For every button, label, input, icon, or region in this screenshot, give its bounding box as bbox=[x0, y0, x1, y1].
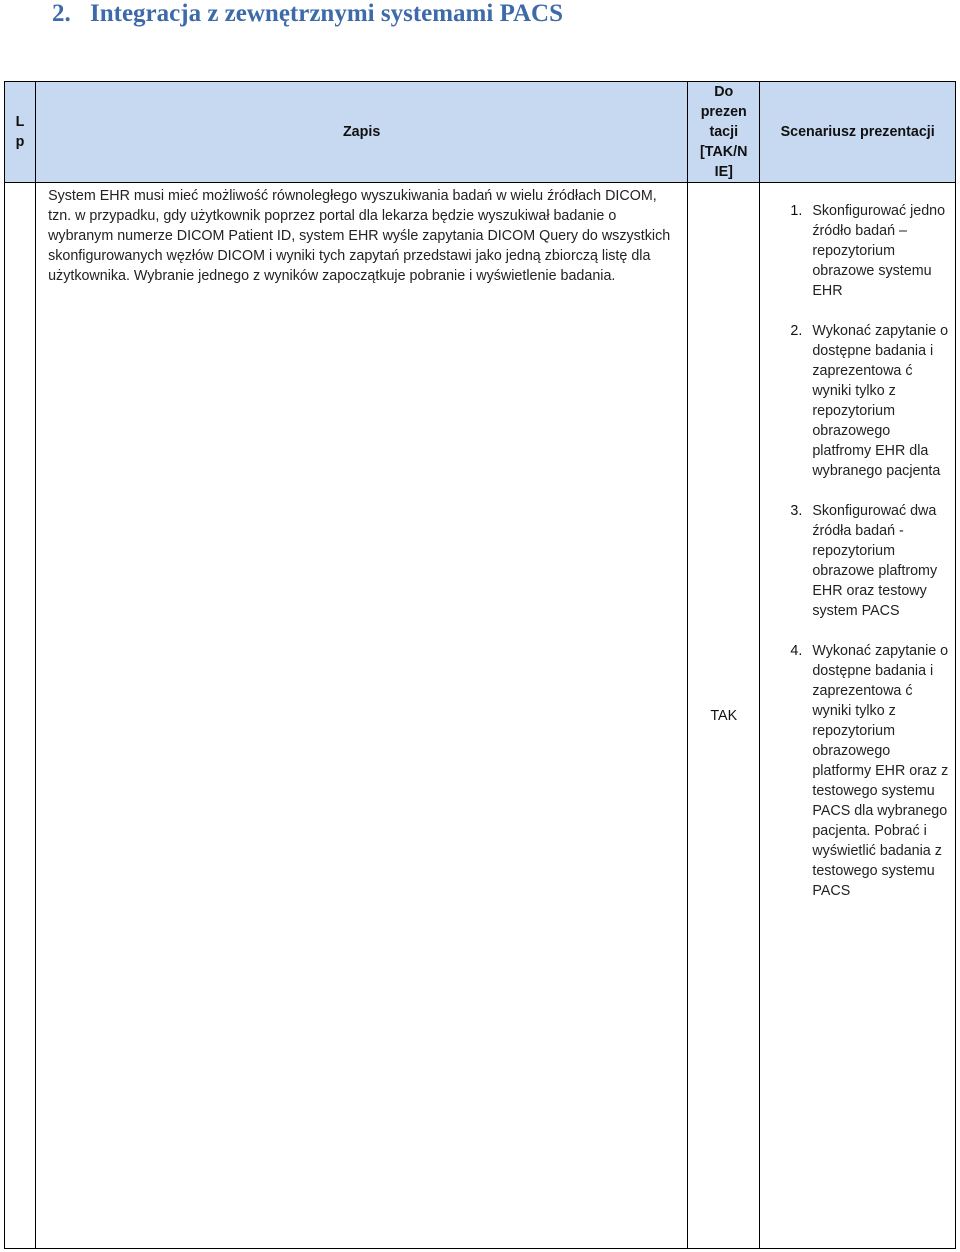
step-text: Wykonać zapytanie o dostępne badania i zaprezentowa ć wyniki tylko z repozytorium obrazowego platfromy EHR dla wybranego pacjenta bbox=[812, 323, 949, 479]
table-row bbox=[5, 183, 956, 1249]
step-number: 4. bbox=[790, 643, 803, 659]
row-lp-cell bbox=[5, 183, 36, 1249]
list-item bbox=[760, 641, 949, 901]
step-number: 3. bbox=[790, 503, 803, 519]
header-zapis: Zapis bbox=[36, 82, 688, 183]
step-text: Wykonać zapytanie o dostępne badania i zaprezentowa ć wyniki tylko z repozytorium obrazowego platformy EHR oraz z testowego systemu PACS dla wybranego pacjenta. Pobrać i wyświetlić badania z testowego systemu PACS bbox=[812, 643, 949, 899]
row-zapis-cell: System EHR musi mieć możliwość równoległego wyszukiwania badań w wielu źródłach DICOM, tzn. w przypadku, gdy użytkownik poprzez portal dla lekarza będzie wyszukiwał badanie o wybranym numerze DICOM Patient ID, system EHR wyśle zapytania DICOM Query do wszystkich skonfigurowanych węzłów DICOM i wyniki tych zapytań przedstawi jako jedną zbiorczą listę dla użytkownika. Wybranie jednego z wyników zapoczątkuje pobranie i wyświetlenie badania. bbox=[36, 183, 688, 1249]
step-text: Skonfigurować jedno źródło badań – repozytorium obrazowe systemu EHR bbox=[812, 203, 946, 299]
step-text: Skonfigurować dwa źródła badań - repozytorium obrazowe plaftromy EHR oraz testowy system PACS bbox=[812, 503, 938, 619]
section-heading bbox=[52, 0, 563, 30]
section-number: 2. bbox=[52, 0, 71, 27]
row-do-prezentacji-cell: TAK bbox=[688, 183, 760, 1249]
scenario-steps-list bbox=[760, 201, 949, 901]
list-item bbox=[760, 501, 949, 621]
table-header-row bbox=[5, 82, 956, 183]
step-number: 2. bbox=[790, 323, 803, 339]
header-do-prezentacji: Do prezen tacji [TAK/N IE] bbox=[688, 82, 760, 183]
header-scenariusz: Scenariusz prezentacji bbox=[760, 82, 956, 183]
section-title: Integracja z zewnętrznymi systemami PACS bbox=[90, 0, 564, 27]
row-scenariusz-cell bbox=[760, 183, 956, 1249]
step-number: 1. bbox=[790, 203, 803, 219]
list-item bbox=[760, 321, 949, 481]
header-lp: L p bbox=[5, 82, 36, 183]
requirements-table bbox=[4, 81, 956, 1249]
list-item bbox=[760, 201, 949, 301]
